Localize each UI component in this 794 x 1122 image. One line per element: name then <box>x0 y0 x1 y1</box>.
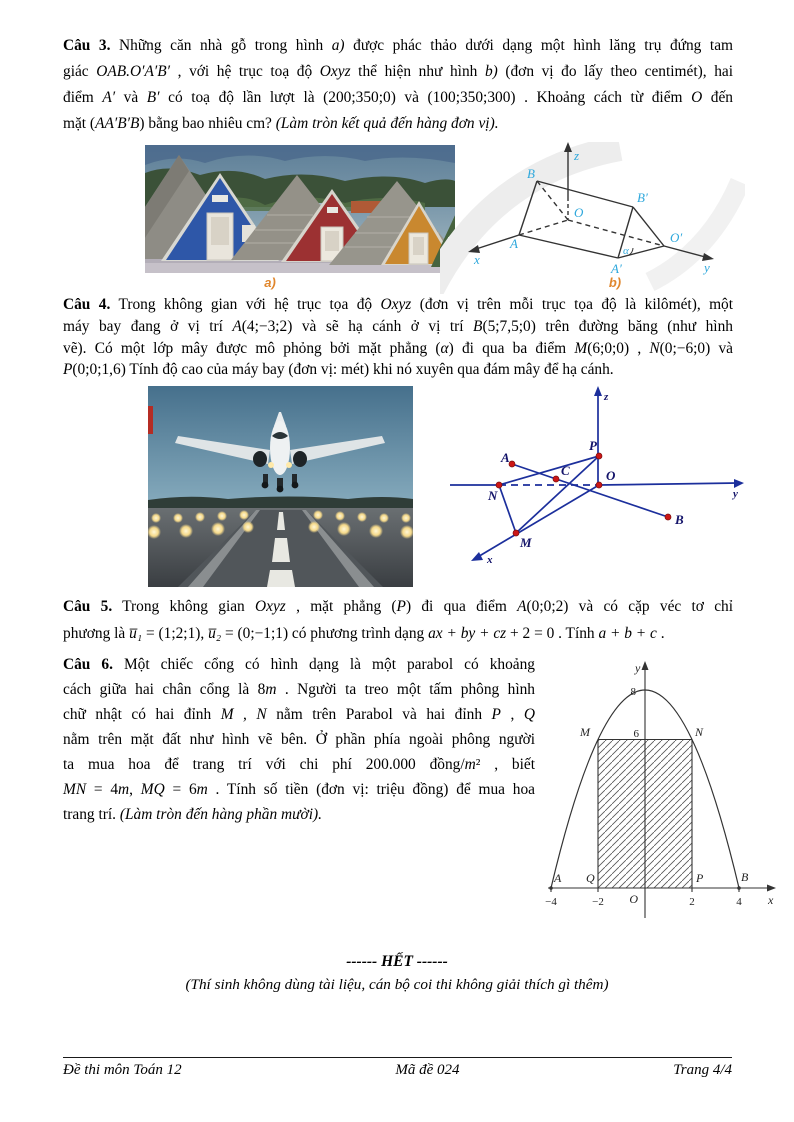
footer-page-number: Trang 4/4 <box>673 1062 732 1078</box>
q3-line: điểm A′ và B′ có toạ độ lần lượt là (200;350;0) và (100;350;300) . Khoảng cách từ điểm O đến <box>63 89 733 106</box>
q6-line: nằm trên mặt đất như hình vẽ bên. Ở phần phía ngoài phông người <box>63 731 535 748</box>
prism-figure <box>440 142 745 294</box>
landing-diagram <box>430 382 770 574</box>
point-label-A: A <box>554 871 562 885</box>
q6-line: cách giữa hai chân cổng là 8m . Người ta treo một tấm phông hình <box>63 681 535 698</box>
tick-4: 4 <box>736 896 742 908</box>
point-label-B-prime: B′ <box>637 190 648 205</box>
q3-line: giác OAB.O′A′B′ , với hệ trục toạ độ Oxyz thể hiện như hình b) (đơn vị đo lấy theo centimét), hai <box>63 63 733 80</box>
point-label-O: O <box>574 205 584 220</box>
q6-line: MN = 4m, MQ = 6m . Tính số tiền (đơn vị: triệu đồng) để mua hoa <box>63 781 535 798</box>
point-label-A-prime: A′ <box>611 261 622 276</box>
airplane-photo <box>148 386 413 587</box>
parabola-graph <box>542 650 782 922</box>
end-note: (Thí sinh không dùng tài liệu, cán bộ coi thi không giải thích gì thêm) <box>185 976 609 993</box>
axis-label-z: z <box>574 148 580 163</box>
q6-line: trang trí. (Làm tròn đến hàng phần mười). <box>63 806 322 823</box>
tick-minus2: −2 <box>592 896 604 908</box>
houses-photo <box>145 145 455 273</box>
tick-2: 2 <box>689 896 695 908</box>
axis-label-z: z <box>604 391 609 403</box>
diagram-lines <box>450 392 738 558</box>
axis-label-x: x <box>487 554 493 566</box>
axis-label-y: y <box>635 661 641 675</box>
point-label-A: A <box>501 450 510 465</box>
point-label-P: P <box>589 438 597 453</box>
q6-line: chữ nhật có hai đỉnh M , N nằm trên Parabol và hai đỉnh P , Q <box>63 706 535 723</box>
point-label-O: O <box>606 468 616 483</box>
tick-minus4: −4 <box>545 896 557 908</box>
point-label-O-prime: O′ <box>670 230 683 245</box>
end-mark: ------ HẾT ------ <box>346 953 448 970</box>
q5-line: Câu 5. Trong không gian Oxyz , mặt phẳng (P) đi qua điểm A(0;0;2) và có cặp véc tơ chỉ <box>63 598 734 615</box>
figure-a-caption: a) <box>264 275 276 290</box>
value-8: 8 <box>630 686 636 698</box>
point-label-Q: Q <box>586 871 595 885</box>
point-label-A: A <box>510 236 518 251</box>
footer-exam-code: Mã đề 024 <box>395 1062 460 1078</box>
q3-line: mặt (AA′B′B) bằng bao nhiêu cm? (Làm tròn kết quả đến hàng đơn vị). <box>63 115 499 132</box>
q4-line: P(0;0;1,6) Tính độ cao của máy bay (đơn vị: mét) khi nó xuyên qua đám mây để hạ cánh. <box>63 361 614 379</box>
q6-paragraph <box>63 652 535 827</box>
decor-swoosh <box>650 182 740 282</box>
q4-paragraph <box>63 294 733 381</box>
value-6: 6 <box>633 728 639 740</box>
axis-label-y: y <box>704 260 710 275</box>
point-label-M: M <box>580 725 590 739</box>
origin-label: O <box>629 892 638 906</box>
point-label-N: N <box>695 725 704 739</box>
q5-paragraph <box>63 593 733 647</box>
figure-b-caption: b) <box>608 275 622 290</box>
page-footer <box>63 1062 732 1079</box>
q6-line: Câu 6. Một chiếc cổng có hình dạng là một parabol có khoảng <box>63 656 536 673</box>
footer-exam-title: Đề thi môn Toán 12 <box>63 1062 182 1078</box>
axis-label-y: y <box>733 488 738 500</box>
q3-paragraph <box>63 33 733 137</box>
point-label-B: B <box>741 870 749 884</box>
point-label-N: N <box>488 488 498 503</box>
footer-divider <box>63 1057 732 1058</box>
point-label-M: M <box>520 535 532 550</box>
angle-label-alpha: α <box>623 245 629 257</box>
q4-line: máy bay đang ở vị trí A(4;−3;2) và sẽ hạ cánh ở vị trí B(5;7,5;0) trên đường băng (như hình <box>63 317 733 335</box>
q5-line: phương là u̅₁ = (1;2;1), u̅₂ = (0;−1;1) có phương trình dạng ax + by + cz + 2 = 0 . Tính a + b + c . <box>63 625 665 642</box>
point-label-P: P <box>696 871 704 885</box>
point-label-B: B <box>527 166 535 181</box>
q3-line: Câu 3. Những căn nhà gỗ trong hình a) được phác thảo dưới dạng một hình lăng trụ đứng tam <box>63 37 734 54</box>
q4-line: Câu 4. Trong không gian với hệ trục tọa độ Oxyz (đơn vị trên mỗi trục tọa độ là kilômét), một <box>63 296 734 313</box>
axis-label-x: x <box>768 893 774 907</box>
q6-line: ta mua hoa để trang trí với chi phí 200.000 đồng/m² , biết <box>63 756 535 773</box>
q4-line: vẽ). Có một lớp mây được mô phỏng bởi mặt phẳng (α) đi qua ba điểm M(6;0;0) , N(0;−6;0) và <box>63 339 733 357</box>
axis-label-x: x <box>474 252 480 267</box>
point-label-C: C <box>561 463 570 478</box>
point-label-B: B <box>675 512 684 527</box>
